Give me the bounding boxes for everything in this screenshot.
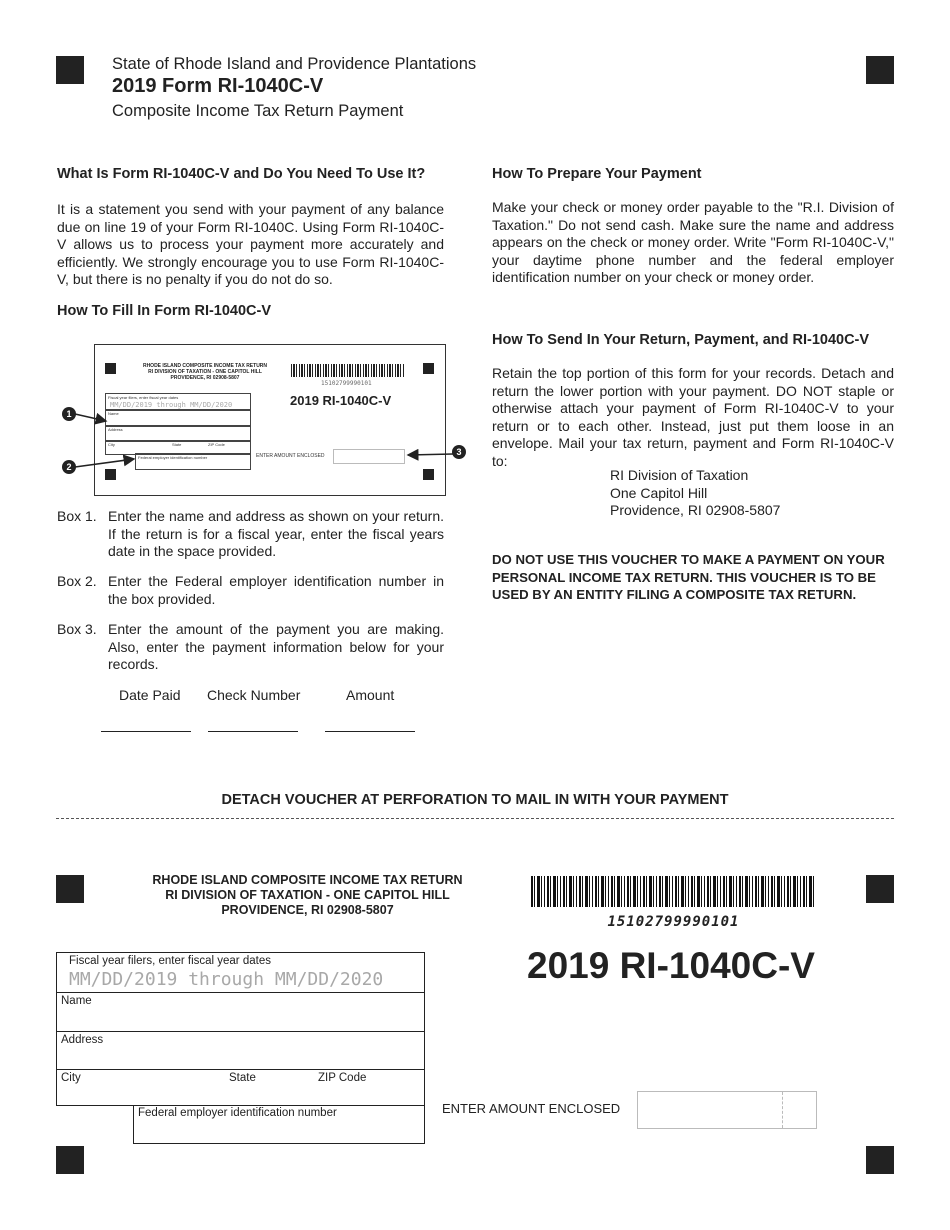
registration-mark-bottom-right	[866, 1146, 894, 1174]
record-check-number-header: Check Number	[207, 687, 301, 703]
sample-reg-mark	[105, 363, 116, 374]
what-text: It is a statement you send with your payment of any balance due on line 19 of your Form RI-1040C. Using Form RI-1040C-V allows us to process your payment more accurately and efficiently. We strongly encourage you to use Form RI-1040C-V, but there is no penalty if you do not do so.	[57, 201, 444, 287]
address-field[interactable]	[56, 1031, 425, 1070]
registration-mark-top-left	[56, 56, 84, 84]
state-label: State	[229, 1072, 256, 1084]
sample-header-line: RHODE ISLAND COMPOSITE INCOME TAX RETURN	[142, 363, 268, 369]
voucher-title: 2019 RI-1040C-V	[527, 945, 815, 986]
sample-header-line: PROVIDENCE, RI 02908-5807	[170, 375, 240, 381]
fein-field[interactable]	[133, 1105, 425, 1144]
name-field[interactable]	[56, 992, 425, 1032]
amount-cents-divider	[782, 1092, 783, 1128]
registration-mark-voucher-left	[56, 875, 84, 903]
sample-fein-box	[135, 453, 251, 470]
box-1-label: Box 1.	[57, 508, 97, 524]
name-label: Name	[61, 995, 92, 1007]
perforation-line	[56, 818, 894, 819]
sample-form-diagram	[94, 344, 446, 496]
fein-label: Federal employer identification number	[138, 1107, 337, 1119]
callout-1: 1	[62, 407, 76, 421]
box-1-instruction	[57, 508, 445, 563]
send-heading: How To Send In Your Return, Payment, and RI-1040C-V	[492, 332, 870, 348]
box-1-text: Enter the name and address as shown on your return. If the return is for a fiscal year, enter the fiscal years date in the space provided.	[108, 508, 444, 559]
voucher-barcode	[531, 876, 816, 907]
sample-reg-mark	[423, 363, 434, 374]
mailing-address	[610, 467, 780, 520]
fill-heading: How To Fill In Form RI-1040C-V	[57, 303, 272, 319]
registration-mark-top-right	[866, 56, 894, 84]
fiscal-year-field[interactable]	[56, 952, 425, 993]
record-check-number-line[interactable]	[208, 731, 298, 732]
sample-header	[135, 363, 275, 381]
sample-fein-label: Federal employer identification number	[138, 455, 208, 460]
box-2-label: Box 2.	[57, 573, 97, 589]
fiscal-year-value: MM/DD/2019 through MM/DD/2020	[69, 969, 384, 990]
sample-header-line: RI DIVISION OF TAXATION - ONE CAPITOL HILL	[148, 369, 262, 375]
sample-title: 2019 RI-1040C-V	[290, 393, 392, 408]
voucher-barcode-number: 15102799990101	[607, 914, 740, 930]
fiscal-year-label: Fiscal year filers, enter fiscal year dates	[69, 955, 271, 967]
sample-name-label: Name	[108, 411, 119, 416]
record-amount-line[interactable]	[325, 731, 415, 732]
form-title: 2019 Form RI-1040C-V	[112, 75, 324, 97]
voucher-header-line: RHODE ISLAND COMPOSITE INCOME TAX RETURN	[152, 873, 463, 887]
sample-barcode	[291, 364, 404, 377]
box-2-text: Enter the Federal employer identification number in the box provided.	[108, 573, 444, 607]
box-3-text: Enter the amount of the payment you are making. Also, enter the payment information below for your records.	[108, 621, 444, 672]
sample-fiscal-label: Fiscal year filers, enter fiscal year dates	[108, 395, 179, 400]
sample-fiscal-value: MM/DD/2019 through MM/DD/2020	[110, 401, 233, 409]
sample-address-label: Address	[108, 427, 123, 432]
box-3-instruction	[57, 621, 445, 676]
box-2-instruction	[57, 573, 445, 611]
zip-label: ZIP Code	[318, 1072, 367, 1084]
voucher-header-line: PROVIDENCE, RI 02908-5807	[221, 903, 394, 917]
what-heading: What Is Form RI-1040C-V and Do You Need To Use It?	[57, 166, 426, 182]
detach-instruction: DETACH VOUCHER AT PERFORATION TO MAIL IN WITH YOUR PAYMENT	[221, 792, 729, 808]
sample-barcode-number: 15102799990101	[321, 380, 372, 387]
record-date-paid-line[interactable]	[101, 731, 191, 732]
address-label: Address	[61, 1034, 104, 1046]
box-3-label: Box 3.	[57, 621, 97, 637]
mailing-address-line: RI Division of Taxation	[610, 467, 749, 483]
record-amount-header: Amount	[346, 687, 395, 703]
voucher-header	[150, 873, 465, 918]
sample-amount-box	[333, 449, 405, 464]
registration-mark-voucher-right	[866, 875, 894, 903]
callout-3: 3	[452, 445, 466, 459]
form-subtitle: Composite Income Tax Return Payment	[112, 102, 404, 120]
sample-state-label: State	[172, 442, 182, 447]
voucher-header-line: RI DIVISION OF TAXATION - ONE CAPITOL HILL	[165, 888, 450, 902]
sample-amount-label: ENTER AMOUNT ENCLOSED	[256, 453, 325, 459]
sample-zip-label: ZIP Code	[208, 442, 225, 447]
callout-2: 2	[62, 460, 76, 474]
record-date-paid-header: Date Paid	[119, 687, 181, 703]
amount-enclosed-input[interactable]	[637, 1091, 817, 1129]
amount-enclosed-label: ENTER AMOUNT ENCLOSED	[442, 1101, 621, 1116]
state-name: State of Rhode Island and Providence Plantations	[112, 55, 477, 73]
registration-mark-bottom-left	[56, 1146, 84, 1174]
sample-reg-mark	[105, 469, 116, 480]
send-text: Retain the top portion of this form for your records. Detach and return the lower portion with your payment. DO NOT staple or otherwise attach your payment of Form RI-1040C-V to your return or to each other. Instead, just put them loose in an envelope. Mail your tax return, payment and Form RI-1040C-V to:	[492, 365, 894, 469]
city-state-zip-field[interactable]	[56, 1069, 425, 1106]
prepare-heading: How To Prepare Your Payment	[492, 166, 702, 182]
city-label: City	[61, 1072, 81, 1084]
warning-text: DO NOT USE THIS VOUCHER TO MAKE A PAYMENT ON YOUR PERSONAL INCOME TAX RETURN. THIS VOUCHER IS TO BE USED BY AN ENTITY FILING A COMPOSITE TAX RETURN.	[492, 552, 885, 602]
sample-city-label: City	[108, 442, 115, 447]
mailing-address-line: One Capitol Hill	[610, 484, 708, 501]
prepare-text: Make your check or money order payable to the "R.I. Division of Taxation." Do not send cash. Make sure the name and address appears on the check or money order. Write "Form RI-1040C-V," your daytime phone number and the federal employer identification number on your check or money order.	[492, 199, 894, 285]
sample-reg-mark	[423, 469, 434, 480]
mailing-address-line: Providence, RI 02908-5807	[610, 502, 781, 518]
